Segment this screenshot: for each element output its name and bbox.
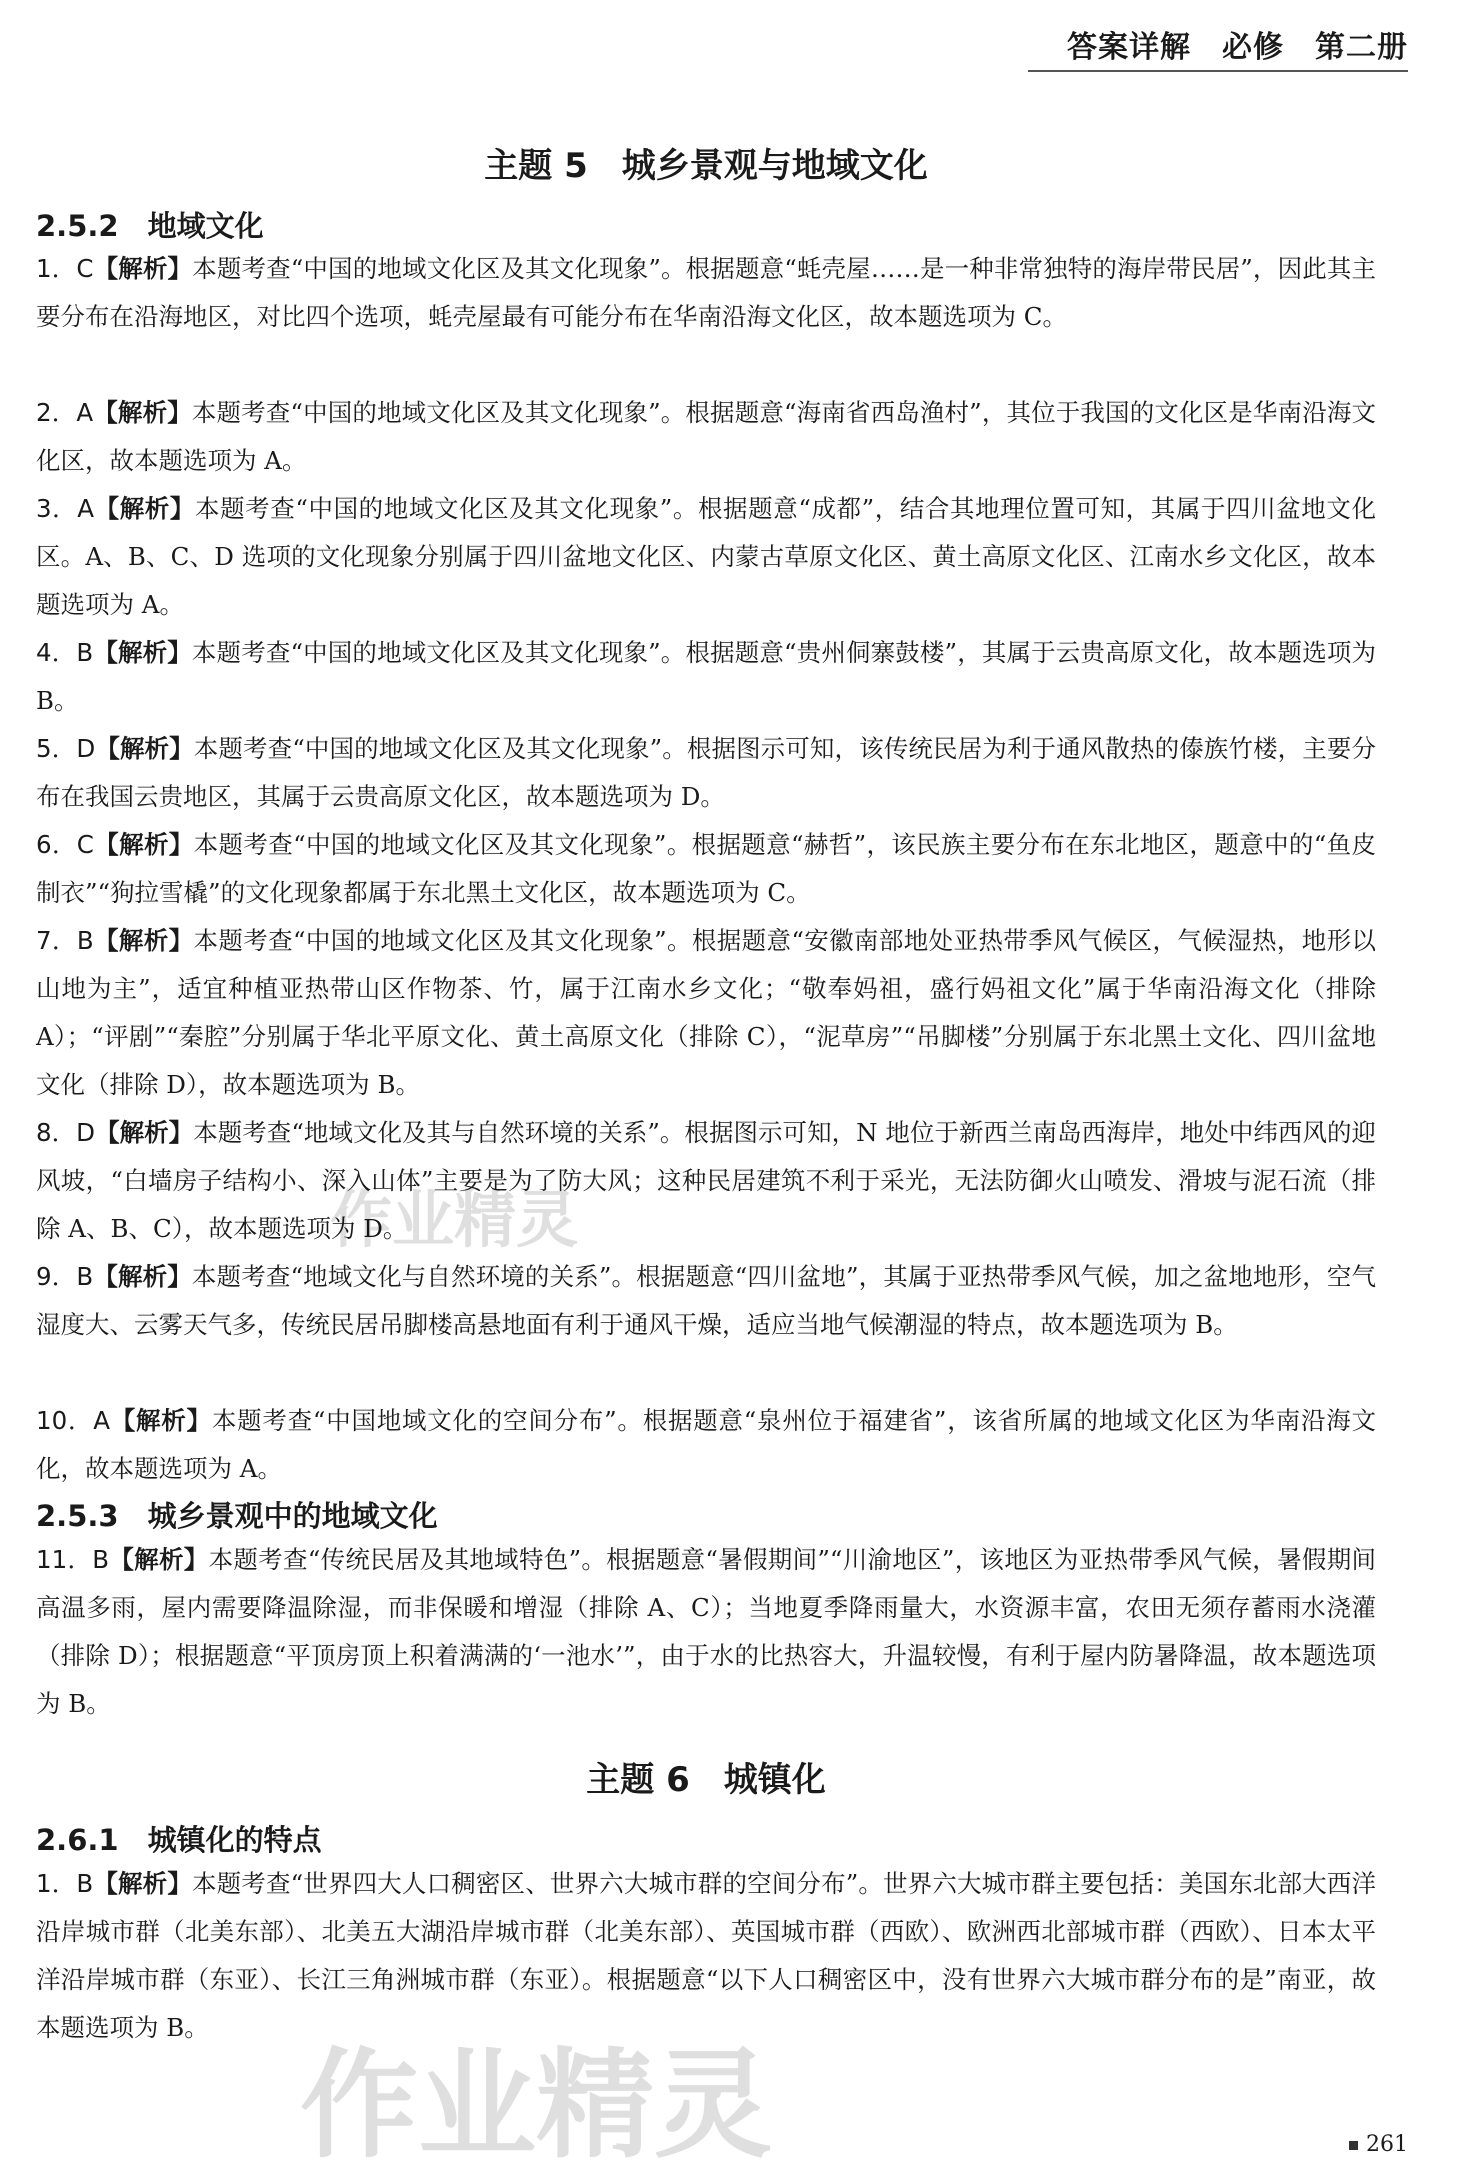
section-2-6-1-title: 2.6.1 城镇化的特点	[36, 1823, 322, 1857]
analysis-tag: 【解析】	[95, 734, 194, 763]
running-header: 答案详解 必修 第二册	[1067, 30, 1408, 65]
answer-text: 本题考查“地域文化与自然环境的关系”。根据题意“四川盆地”，其属于亚热带季风气候，加之盆地地形，空气湿度大、云雾天气多，传统民居吊脚楼高悬地面有利于通风干燥，适应当地气候潮湿的特点，故本题选项为 B。	[36, 1262, 1376, 1339]
topic-6-title: 主题 6 城镇化	[586, 1760, 826, 1800]
answer-item	[36, 1860, 1376, 2052]
answer-item	[36, 485, 1376, 629]
answer-number: 9．B	[36, 1262, 94, 1291]
answer-number: 8．D	[36, 1118, 96, 1147]
answer-number: 7．B	[36, 926, 94, 955]
answer-text: 本题考查“传统民居及其地域特色”。根据题意“暑假期间”“川渝地区”，该地区为亚热带季风气候，暑假期间高温多雨，屋内需要降温除湿，而非保暖和增湿（排除 A、C）；当地夏季降雨量大，水资源丰富，农田无须存蓄雨水浇灌（排除 D）；根据题意“平顶房顶上积着满满的‘一池水’”，由于水的比热容大，升温较慢，有利于屋内防暑降温，故本题选项为 B。	[36, 1545, 1377, 1718]
answer-number: 3．A	[36, 494, 95, 523]
analysis-tag: 【解析】	[93, 398, 192, 427]
answer-text: 本题考查“地域文化及其与自然环境的关系”。根据图示可知，N 地位于新西兰南岛西海岸，地处中纬西风的迎风坡，“白墙房子结构小、深入山体”主要是为了防大风；这种民居建筑不利于采光，无法防御火山喷发、滑坡与泥石流（排除 A、B、C），故本题选项为 D。	[36, 1118, 1377, 1243]
topic-5-title: 主题 5 城乡景观与地域文化	[484, 146, 928, 186]
analysis-tag: 【解析】	[95, 1118, 194, 1147]
analysis-tag: 【解析】	[93, 638, 192, 667]
analysis-tag: 【解析】	[93, 830, 194, 859]
answer-text: 本题考查“中国的地域文化区及其文化现象”。根据题意“安徽南部地处亚热带季风气候区，气候湿热，地形以山地为主”，适宜种植亚热带山区作物茶、竹，属于江南水乡文化；“敬奉妈祖，盛行妈祖文化”属于华南沿海文化（排除 A）；“评剧”“秦腔”分别属于华北平原文化、黄土高原文化（排除 C），“泥草房”“吊脚楼”分别属于东北黑土文化、四川盆地文化（排除 D），故本题选项为 B。	[36, 926, 1377, 1099]
analysis-tag: 【解析】	[109, 1406, 212, 1435]
section-2-5-2-title: 2.5.2 地域文化	[36, 209, 264, 243]
answer-item	[36, 629, 1376, 725]
answer-text: 本题考查“中国的地域文化区及其文化现象”。根据图示可知，该传统民居为利于通风散热的傣族竹楼，主要分布在我国云贵地区，其属于云贵高原文化区，故本题选项为 D。	[36, 734, 1377, 811]
answer-number: 11．B	[36, 1545, 110, 1574]
answer-number: 1．B	[36, 1869, 94, 1898]
answer-text: 本题考查“中国的地域文化区及其文化现象”。根据题意“海南省西岛渔村”，其位于我国的文化区是华南沿海文化区，故本题选项为 A。	[36, 398, 1376, 475]
answer-item	[36, 1536, 1376, 1728]
page-marker-icon	[1349, 2141, 1358, 2150]
answer-text: 本题考查“世界四大人口稠密区、世界六大城市群的空间分布”。世界六大城市群主要包括：美国东北部大西洋沿岸城市群（北美东部）、北美五大湖沿岸城市群（北美东部）、英国城市群（西欧）、欧洲西北部城市群（西欧）、日本太平洋沿岸城市群（东亚）、长江三角洲城市群（东亚）。根据题意“以下人口稠密区中，没有世界六大城市群分布的是”南亚，故本题选项为 B。	[36, 1869, 1377, 2042]
answer-number: 2．A	[36, 398, 94, 427]
analysis-tag: 【解析】	[93, 1262, 192, 1291]
answer-item	[36, 917, 1376, 1109]
answer-number: 1．C	[36, 254, 94, 283]
answer-text: 本题考查“中国的地域文化区及其文化现象”。根据题意“成都”，结合其地理位置可知，其属于四川盆地文化区。A、B、C、D 选项的文化现象分别属于四川盆地文化区、内蒙古草原文化区、黄土高原文化区、江南水乡文化区，故本题选项为 A。	[36, 494, 1376, 619]
answer-number: 5．D	[36, 734, 96, 763]
watermark-large: 作业精灵	[300, 2036, 773, 2174]
answer-item	[36, 245, 1376, 341]
analysis-tag: 【解析】	[109, 1545, 209, 1574]
answer-item	[36, 821, 1376, 917]
answer-item	[36, 725, 1376, 821]
answer-text: 本题考查“中国的地域文化区及其文化现象”。根据题意“蚝壳屋……是一种非常独特的海岸带民居”，因此其主要分布在沿海地区，对比四个选项，蚝壳屋最有可能分布在华南沿海文化区，故本题选项为 C。	[36, 254, 1376, 331]
answer-text: 本题考查“中国的地域文化区及其文化现象”。根据题意“赫哲”，该民族主要分布在东北地区，题意中的“鱼皮制衣”“狗拉雪橇”的文化现象都属于东北黑土文化区，故本题选项为 C。	[36, 830, 1377, 907]
analysis-tag: 【解析】	[93, 254, 193, 283]
page-number: 261	[1349, 2132, 1408, 2157]
answer-item	[36, 1253, 1376, 1349]
answer-number: 4．B	[36, 638, 94, 667]
answer-item	[36, 389, 1376, 485]
analysis-tag: 【解析】	[93, 926, 194, 955]
section-2-5-3-title: 2.5.3 城乡景观中的地域文化	[36, 1499, 438, 1533]
analysis-tag: 【解析】	[93, 1869, 192, 1898]
answer-text: 本题考查“中国地域文化的空间分布”。根据题意“泉州位于福建省”，该省所属的地域文化区为华南沿海文化，故本题选项为 A。	[36, 1406, 1377, 1483]
answer-number: 10．A	[36, 1406, 110, 1435]
answer-number: 6．C	[36, 830, 94, 859]
header-rule	[1028, 70, 1408, 72]
answer-item	[36, 1397, 1376, 1493]
watermark: 作业精灵	[330, 1183, 579, 1256]
answer-item	[36, 1109, 1376, 1253]
answer-text: 本题考查“中国的地域文化区及其文化现象”。根据题意“贵州侗寨鼓楼”，其属于云贵高原文化，故本题选项为 B。	[36, 638, 1376, 715]
analysis-tag: 【解析】	[94, 494, 195, 523]
